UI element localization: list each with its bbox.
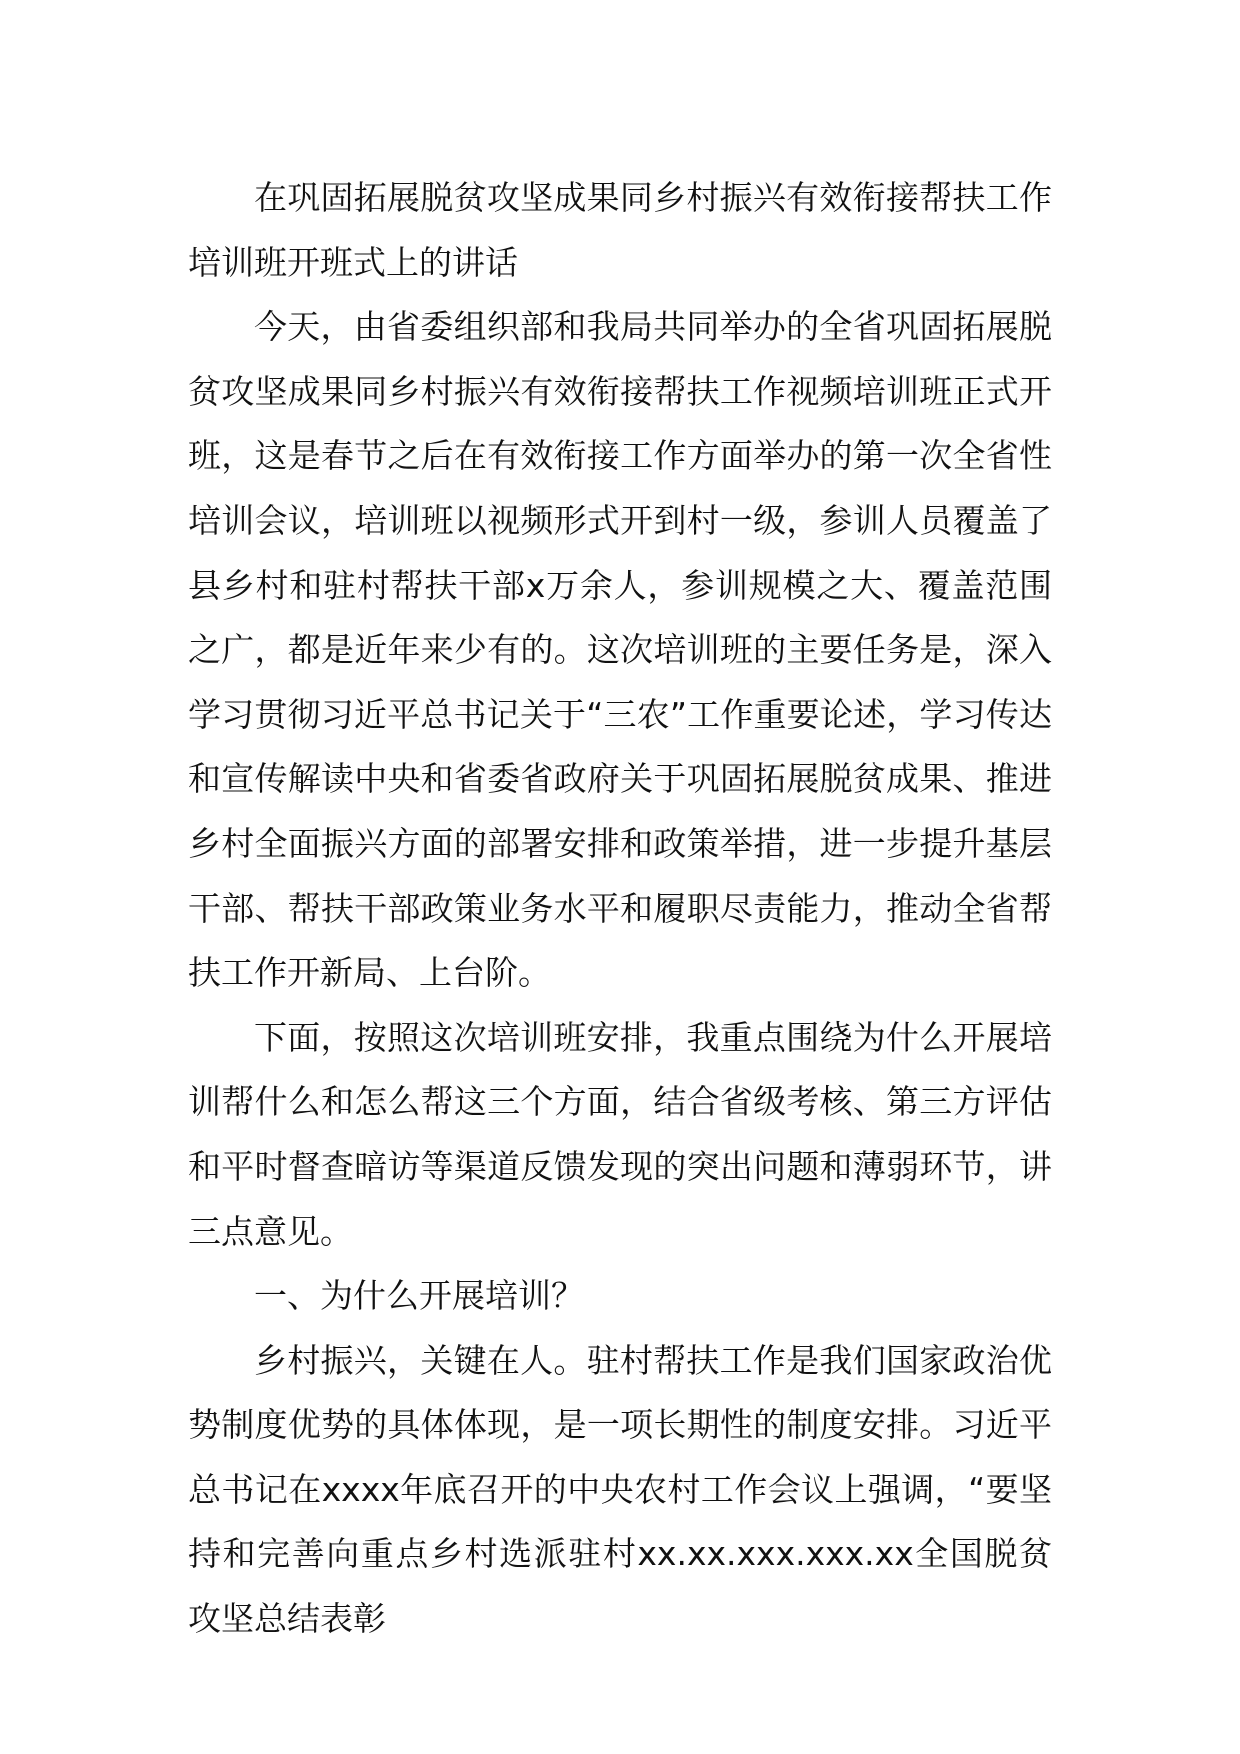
document-title: 在巩固拓展脱贫攻坚成果同乡村振兴有效衔接帮扶工作培训班开班式上的讲话 [188,178,1052,282]
paragraph-opening: 今天，由省委组织部和我局共同举办的全省巩固拓展脱贫攻坚成果同乡村振兴有效衔接帮扶工作视频培训班正式开班，这是春节之后在有效衔接工作方面举办的第一次全省性培训会议，培训班以视频形式开到村一级，参训人员覆盖了县乡村和驻村帮扶干部x万余人，参训规模之大、覆盖范围之广，都是近年来少有的。这次培训班的主要任务是，深入学习贯彻习近平总书记关于“三农”工作重要论述，学习传达和宣传解读中央和省委省政府关于巩固拓展脱贫成果、推进乡村全面振兴方面的部署安排和政策举措，进一步提升基层干部、帮扶干部政策业务水平和履职尽责能力，推动全省帮扶工作开新局、上台阶。 [188,307,1052,993]
paragraph-section-1: 乡村振兴，关键在人。驻村帮扶工作是我们国家政治优势制度优势的具体体现，是一项长期性的制度安排。习近平总书记在xxxx年底召开的中央农村工作会议上强调，“要坚持和完善向重点乡村选派驻村xx.xx.xxx.xxx.xx全国脱贫攻坚总结表彰 [188,1340,1052,1639]
document-page [188,166,1052,1652]
paragraph-outline: 下面，按照这次培训班安排，我重点围绕为什么开展培训帮什么和怎么帮这三个方面，结合省级考核、第三方评估和平时督查暗访等渠道反馈发现的突出问题和薄弱环节，讲三点意见。 [188,1017,1052,1251]
section-heading-1: 一、为什么开展培训？ [254,1276,584,1316]
